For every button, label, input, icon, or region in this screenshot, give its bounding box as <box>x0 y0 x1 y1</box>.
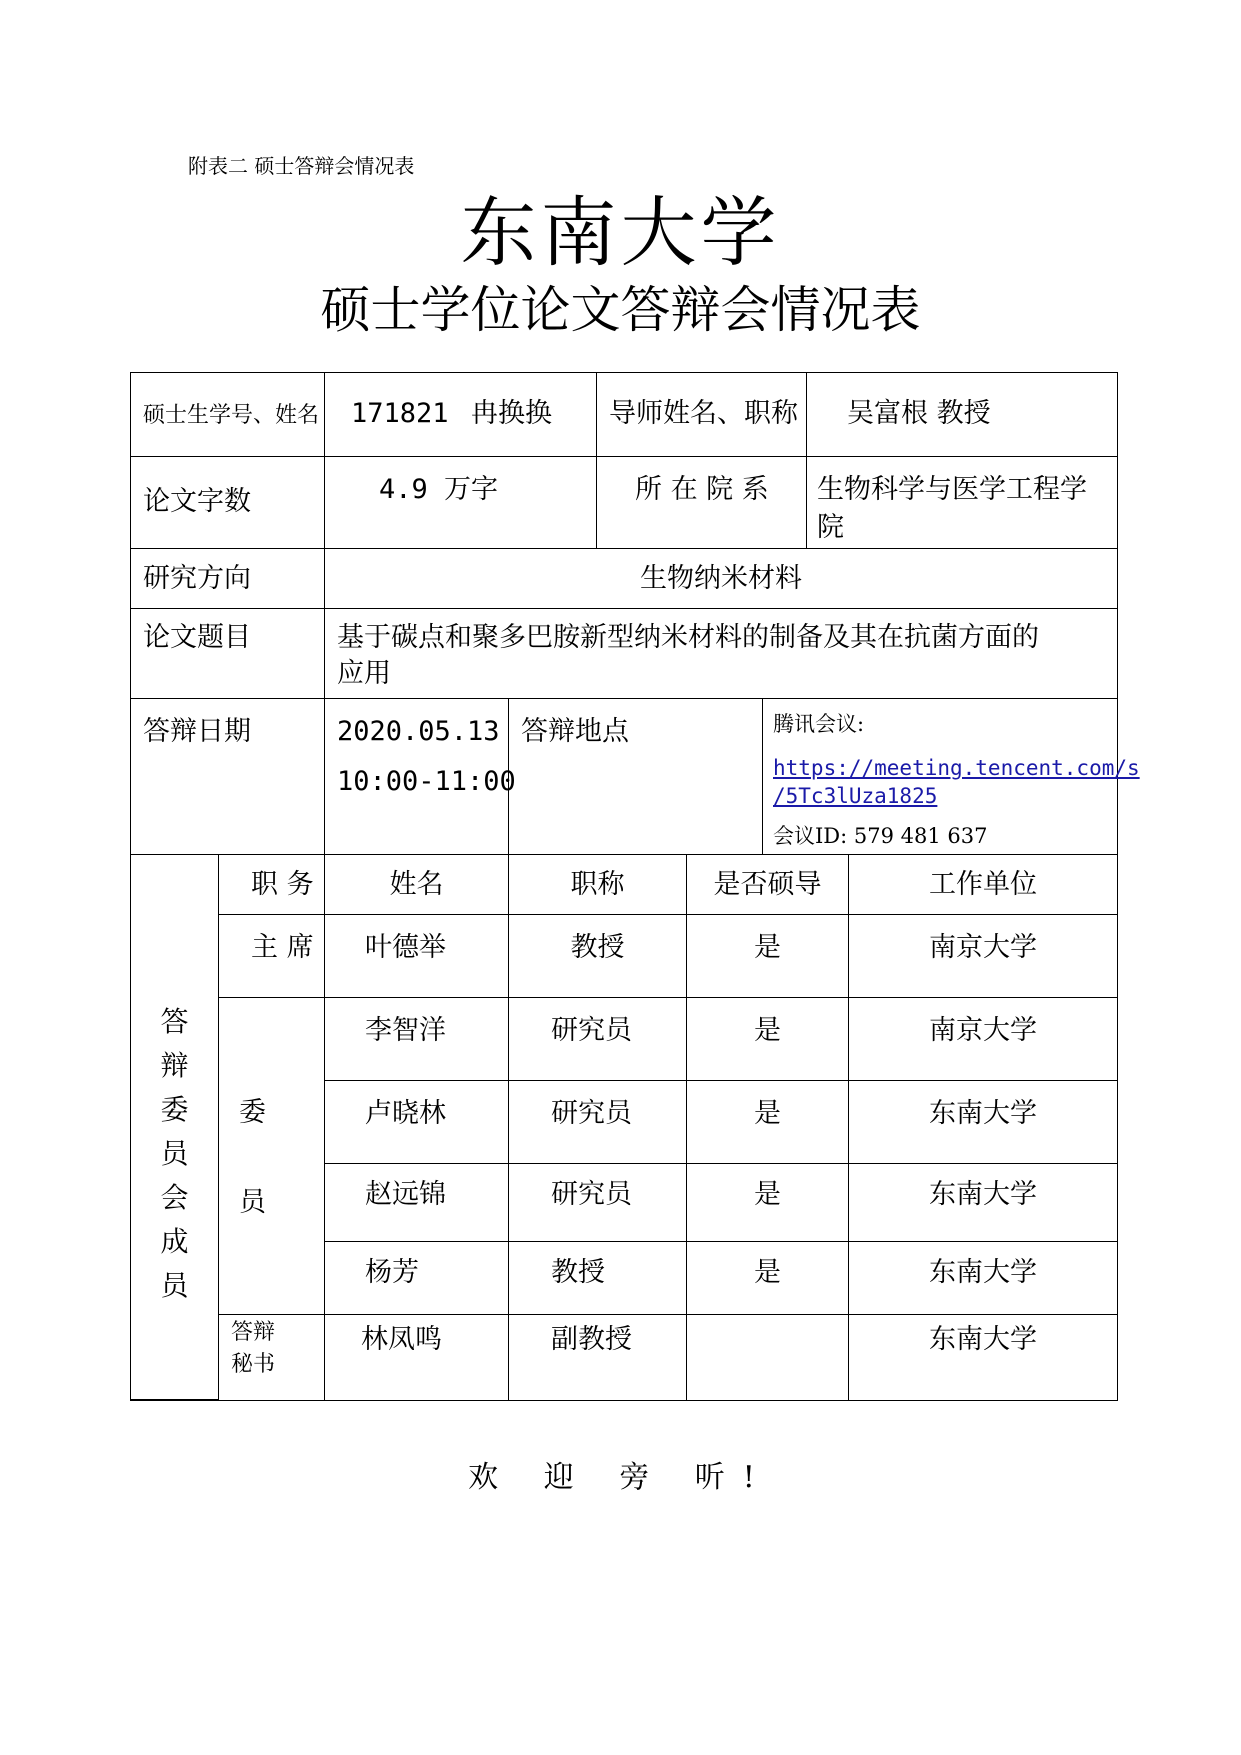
member-name: 赵远锦 <box>365 1179 446 1210</box>
table-row-title <box>509 998 687 1081</box>
header-role <box>219 855 325 915</box>
table-row-unit <box>849 1315 1117 1400</box>
header-supervisor <box>687 855 849 915</box>
advisor-label-cell <box>597 373 807 457</box>
member-supervisor: 是 <box>754 932 781 963</box>
member-name: 杨芳 <box>365 1257 419 1288</box>
table-row-title <box>509 915 687 998</box>
place-label: 答辩地点 <box>521 716 629 747</box>
member-supervisor: 是 <box>754 1015 781 1046</box>
meeting-link-line2[interactable]: /5Tc3lUza1825 <box>773 784 938 808</box>
table-row-supervisor <box>687 1242 849 1315</box>
table-row-supervisor <box>687 1081 849 1164</box>
table-row-supervisor <box>687 915 849 998</box>
committee-label-char: 会 <box>160 1181 189 1214</box>
table-row-name <box>325 1242 509 1315</box>
student-value-cell <box>325 373 597 457</box>
form-title: 硕士学位论文答辩会情况表 <box>320 281 921 339</box>
topic-line1: 基于碳点和聚多巴胺新型纳米材料的制备及其在抗菌方面的 <box>337 622 1039 653</box>
member-unit: 东南大学 <box>929 1179 1037 1210</box>
committee-label-char: 委 <box>160 1093 189 1126</box>
table-row-supervisor <box>687 998 849 1081</box>
student-label-cell <box>131 373 325 457</box>
members-role-cell <box>219 998 325 1315</box>
header-title <box>509 855 687 915</box>
student-name: 冉换换 <box>471 398 552 429</box>
student-label: 硕士生学号、姓名 <box>143 403 320 428</box>
table-row-unit <box>849 1081 1117 1164</box>
member-role-2: 员 <box>239 1187 266 1218</box>
member-title: 教授 <box>570 932 625 963</box>
dept-value-line1: 生物科学与医学工程学 <box>817 474 1087 505</box>
chair-role-cell <box>219 915 325 998</box>
date-label: 答辩日期 <box>143 716 251 747</box>
wordcount-value: 4.9 万字 <box>379 474 499 505</box>
table-row-unit <box>849 915 1117 998</box>
table-row-title <box>509 1164 687 1242</box>
appendix-caption: 附表二 硕士答辩会情况表 <box>188 154 415 178</box>
member-unit: 东南大学 <box>929 1324 1037 1355</box>
direction-label-cell <box>131 549 325 609</box>
member-supervisor: 是 <box>754 1098 781 1129</box>
topic-line2: 应用 <box>337 658 391 689</box>
table-row-title <box>509 1242 687 1315</box>
university-name: 东南大学 <box>460 188 781 277</box>
member-title: 教授 <box>551 1257 605 1288</box>
direction-value: 生物纳米材料 <box>640 563 802 594</box>
table-row-unit <box>849 1242 1117 1315</box>
header-unit-text: 工作单位 <box>929 869 1037 900</box>
committee-label-char: 答 <box>160 1005 189 1038</box>
wordcount-label: 论文字数 <box>143 486 251 517</box>
date-value-cell <box>325 699 516 855</box>
topic-label: 论文题目 <box>143 622 251 653</box>
table-row-name <box>325 915 509 998</box>
meeting-link-line1[interactable]: https://meeting.tencent.com/s <box>773 756 1140 780</box>
meeting-id: 会议ID: 579 481 637 <box>773 824 988 848</box>
topic-label-cell <box>131 609 325 699</box>
header-title-text: 职称 <box>570 869 625 900</box>
table-row-title <box>509 1315 687 1400</box>
topic-value-cell <box>325 609 1117 699</box>
committee-label-char: 员 <box>160 1269 189 1302</box>
advisor-value-cell <box>807 373 1117 457</box>
advisor-value: 吴富根 教授 <box>847 398 991 429</box>
defense-info-table <box>130 372 1140 1401</box>
wordcount-value-cell <box>325 457 597 549</box>
header-name <box>325 855 509 915</box>
direction-value-cell <box>325 549 1117 609</box>
wordcount-label-cell <box>131 457 325 549</box>
dept-label-cell <box>597 457 807 549</box>
place-value-cell <box>763 699 1140 855</box>
time-value: 10:00-11:00 <box>337 766 516 797</box>
date-value: 2020.05.13 <box>337 716 500 747</box>
table-row-name <box>325 1081 509 1164</box>
secretary-role-2: 秘书 <box>231 1352 276 1377</box>
table-row-name <box>325 1164 509 1242</box>
table-row-unit <box>849 1164 1117 1242</box>
member-unit: 东南大学 <box>929 1098 1037 1129</box>
committee-label-char: 员 <box>160 1137 189 1170</box>
member-name: 李智洋 <box>365 1015 446 1046</box>
member-name: 卢晓林 <box>365 1098 446 1129</box>
chair-role: 主 席 <box>251 932 314 963</box>
committee-label-char: 辩 <box>160 1049 189 1082</box>
member-unit: 东南大学 <box>929 1257 1037 1288</box>
place-platform: 腾讯会议: <box>773 712 865 736</box>
dept-value-line2: 院 <box>817 512 844 543</box>
header-supervisor-text: 是否硕导 <box>713 869 822 900</box>
secretary-role-1: 答辩 <box>231 1320 276 1345</box>
member-name: 叶德举 <box>365 932 446 963</box>
secretary-role-cell <box>219 1315 325 1400</box>
member-supervisor: 是 <box>754 1179 781 1210</box>
member-title: 研究员 <box>551 1098 632 1129</box>
header-unit <box>849 855 1117 915</box>
member-unit: 南京大学 <box>929 1015 1037 1046</box>
dept-value-cell <box>807 457 1117 549</box>
member-title: 副教授 <box>551 1324 632 1355</box>
date-label-cell <box>131 699 325 855</box>
table-row-supervisor <box>687 1315 849 1400</box>
place-label-cell <box>509 699 763 855</box>
member-title: 研究员 <box>551 1015 632 1046</box>
committee-section-label <box>131 855 219 1400</box>
table-row-unit <box>849 998 1117 1081</box>
committee-label-char: 成 <box>160 1225 189 1258</box>
table-row-supervisor <box>687 1164 849 1242</box>
table-row-name <box>325 998 509 1081</box>
member-name: 林凤鸣 <box>361 1324 442 1355</box>
table-row-title <box>509 1081 687 1164</box>
dept-label: 所 在 院 系 <box>635 474 769 505</box>
student-id: 171821 <box>351 398 449 429</box>
member-unit: 南京大学 <box>929 932 1037 963</box>
member-supervisor: 是 <box>754 1257 781 1288</box>
header-role-text: 职 务 <box>251 869 314 900</box>
member-role-1: 委 <box>239 1097 266 1128</box>
table-row-name <box>325 1315 509 1400</box>
advisor-label: 导师姓名、职称 <box>609 398 798 429</box>
header-name-text: 姓名 <box>389 869 444 900</box>
direction-label: 研究方向 <box>143 563 251 594</box>
welcome-footer: 欢 迎 旁 听! <box>468 1460 773 1495</box>
member-title: 研究员 <box>551 1179 632 1210</box>
